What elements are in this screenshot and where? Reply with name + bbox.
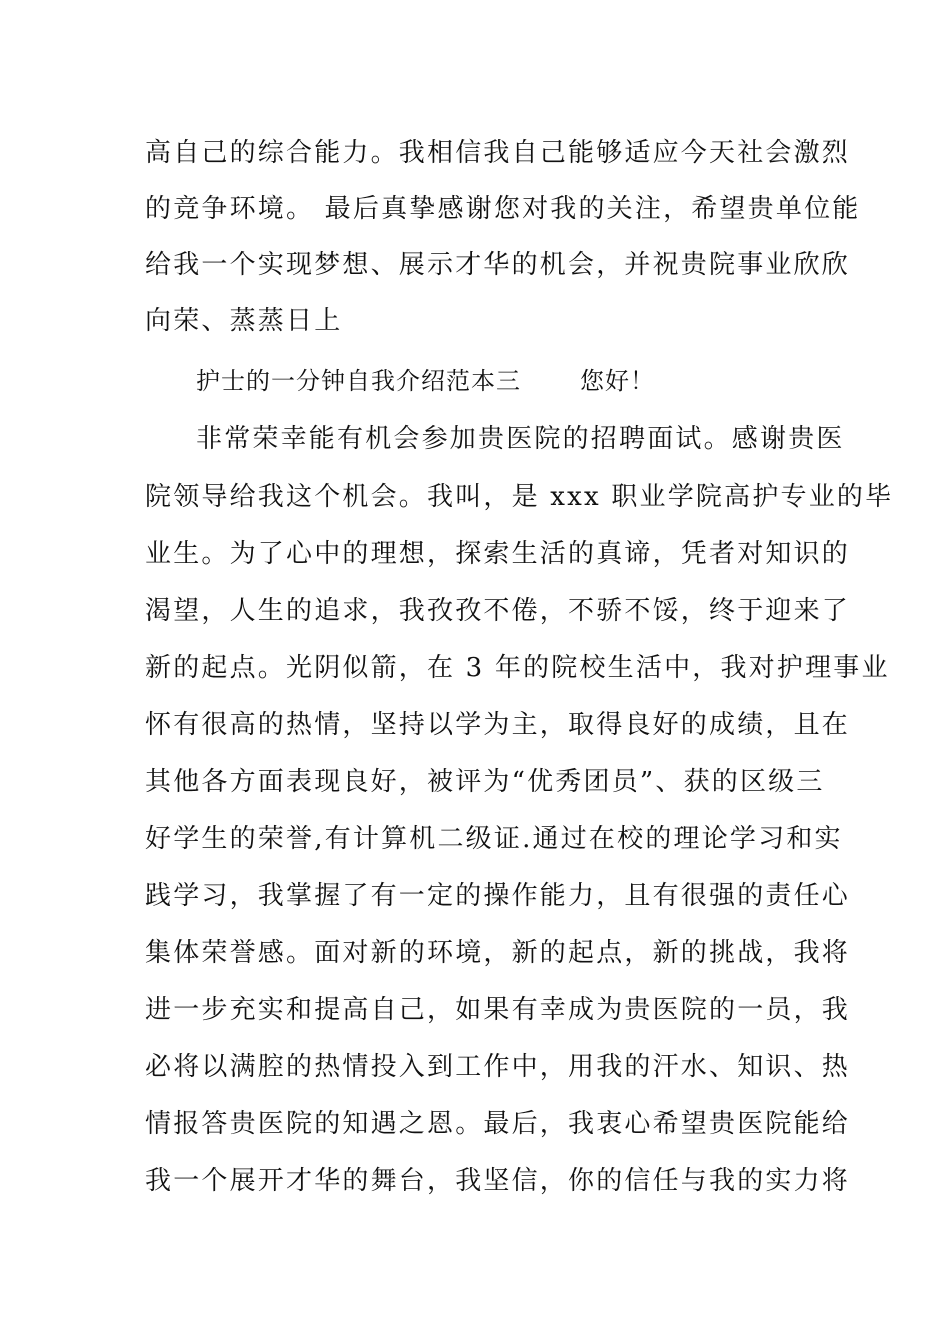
text-line: 高自己的综合能力。我相信我自己能够适应今天社会激烈 — [145, 138, 851, 168]
text-line: 给我一个实现梦想、展示才华的机会，并祝贵院事业欣欣 — [145, 250, 851, 280]
text-line: 非常荣幸能有机会参加贵医院的招聘面试。感谢贵医 — [196, 424, 845, 454]
text-line: 业生。为了心中的理想，探索生活的真谛，凭者对知识的 — [145, 539, 851, 569]
text-line: 新的起点。光阴似箭，在 3 年的院校生活中，我对护理事业 — [145, 653, 890, 683]
heading-greeting: 您好！ — [580, 367, 655, 395]
text-line: 践学习，我掌握了有一定的操作能力，且有很强的责任心 — [145, 881, 851, 911]
text-line: 院领导给我这个机会。我叫，是 xxx 职业学院高护专业的毕 — [145, 482, 894, 512]
text-line: 好学生的荣誉,有计算机二级证.通过在校的理论学习和实 — [145, 824, 843, 854]
text-line: 向荣、蒸蒸日上 — [145, 306, 343, 336]
text-line: 必将以满腔的热情投入到工作中，用我的汗水、知识、热 — [145, 1052, 851, 1082]
text-line: 渴望，人生的追求，我孜孜不倦，不骄不馁，终于迎来了 — [145, 596, 851, 626]
text-line: 怀有很高的热情，坚持以学为主，取得良好的成绩，且在 — [145, 710, 851, 740]
text-line: 其他各方面表现良好，被评为“优秀团员”、获的区级三 — [145, 767, 825, 797]
text-line: 集体荣誉感。面对新的环境，新的起点，新的挑战，我将 — [145, 938, 851, 968]
heading-title: 护士的一分钟自我介绍范本三 — [196, 367, 521, 395]
text-line: 的竞争环境。 最后真挚感谢您对我的关注，希望贵单位能 — [145, 194, 861, 224]
text-line: 情报答贵医院的知遇之恩。最后，我衷心希望贵医院能给 — [145, 1109, 851, 1139]
text-line: 我一个展开才华的舞台，我坚信，你的信任与我的实力将 — [145, 1166, 851, 1196]
text-line: 进一步充实和提高自己，如果有幸成为贵医院的一员，我 — [145, 995, 851, 1025]
